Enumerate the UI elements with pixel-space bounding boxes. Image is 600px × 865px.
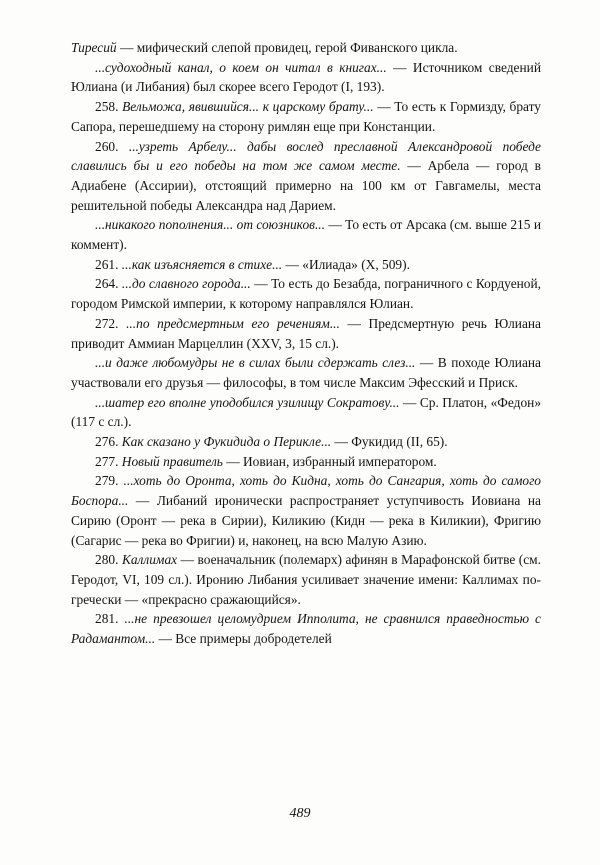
paragraph-canal: [71, 58, 541, 97]
note-number: 280.: [95, 552, 122, 568]
commentary-text-run: — Ср. Платон, «Федон» (117 с сл.).: [71, 394, 542, 430]
commentary-text-run: — Предсмертную речь Юлиана приводит Аммиан Марцеллин (XXV, 3, 15 сл.).: [71, 315, 542, 351]
note-261: [71, 255, 541, 275]
commentary-text-run: — То есть до Безабда, пограничного с Кордуеной, городом Римской империи, к которому направлялся Юлиан.: [71, 276, 542, 312]
quoted-phrase: Новый правитель: [121, 453, 223, 469]
note-number: 261.: [95, 256, 122, 272]
commentary-text-run: — То есть к Гормизду, брату Сапора, перешедшему на сторону римлян еще при Констанции.: [71, 99, 541, 134]
quoted-phrase: ...шатер его вполне уподобился узилищу Сократову...: [95, 394, 400, 410]
note-number: 260.: [95, 138, 129, 154]
note-272: [71, 314, 541, 353]
note-number: 264.: [95, 276, 122, 292]
commentary-text-run: — То есть от Арсака (см. выше 215 и коммент).: [71, 217, 541, 253]
commentary-text-run: — мифический слепой провидец, герой Фиванского цикла.: [116, 40, 458, 55]
note-280: [71, 550, 541, 609]
note-281: [71, 609, 541, 648]
paragraph-socrates: [71, 393, 541, 432]
commentary-text-run: — В походе Юлиана участвовали его друзья — философы, в том числе Максим Эфесский и Приск.: [71, 355, 541, 390]
quoted-phrase: Каллимах: [121, 552, 178, 568]
commentary-text-run: — Фукидид (II, 65).: [331, 434, 448, 450]
quoted-phrase: ...судоходный канал, о коем он читал в книгах...: [95, 59, 387, 75]
quoted-phrase: Как сказано у Фукидида о Перикле...: [121, 434, 332, 450]
note-264: [71, 274, 541, 313]
quoted-phrase: ...и даже любомудры не в силах были сдержать слез...: [95, 355, 416, 371]
note-277: [71, 452, 541, 472]
quoted-phrase: Вельможа, явившийся... к царскому брату...: [122, 99, 374, 115]
paragraph-philosophers: [71, 353, 541, 392]
quoted-phrase: ...никакого пополнения... от союзников...: [95, 217, 325, 233]
quoted-phrase: ...по предсмертным его речениям...: [126, 315, 340, 331]
page-number: 489: [289, 806, 311, 821]
commentary-text: [71, 38, 541, 649]
commentary-text-run: — Все примеры добродетелей: [155, 631, 332, 647]
commentary-text-run: — Либаний иронически распространяет уступчивость Иовиана на Сирию (Оронт — река в Сирии), Киликию (Кидн — река в Киликии), Фригию (Сагарис — река во Фригии) и, наконец, на всю Малую Азию.: [71, 493, 541, 548]
note-279: [71, 471, 541, 550]
note-number: 281.: [95, 611, 125, 627]
note-258: [71, 97, 541, 136]
quoted-phrase: ...как изъясняется в стихе...: [121, 256, 283, 272]
paragraph-arsaces: [71, 215, 541, 254]
paragraph-tiresias: [71, 38, 541, 58]
note-number: 258.: [95, 99, 123, 115]
commentary-text-run: — Иовиан, избранный императором.: [222, 453, 437, 469]
quoted-phrase: ...узреть Арбелу... дабы вослед преславной Александровой победе славились бы и его победы на том же самом месте.: [71, 138, 542, 174]
note-276: [71, 432, 541, 452]
commentary-text-run: — Арбела — город в Адиабене (Ассирии), отстоящий примерно на 100 км от Гавгамелы, места решительной победы Александра над Дарием.: [71, 158, 542, 213]
quoted-phrase: ...не превзошел целомудрием Ипполита, не сравнился праведностью с Радамантом...: [71, 611, 541, 647]
note-number: 277.: [95, 453, 122, 469]
note-number: 276.: [95, 434, 122, 450]
note-number: 272.: [95, 315, 127, 331]
commentary-text-run: — «Илиада» (X, 509).: [282, 256, 410, 272]
commentary-text-run: — военачальник (полемарх) афинян в Марафонской битве (см. Геродот, VI, 109 сл.). Иронию Либания усиливает значение имени: Каллимах по-гречески — «прекрасно сражающийся».: [71, 552, 541, 607]
quoted-phrase: ...до славного города...: [121, 276, 251, 292]
note-260: [71, 137, 541, 216]
commentary-text-run: — Источником сведений Юлиана (и Либания) был скорее всего Геродот (I, 193).: [71, 59, 541, 95]
term-text: Тиресий: [71, 40, 117, 55]
note-number: 279.: [95, 473, 124, 489]
quoted-phrase: ...хоть до Оронта, хоть до Кидна, хоть до Сангария, хоть до самого Боспора...: [71, 473, 541, 509]
